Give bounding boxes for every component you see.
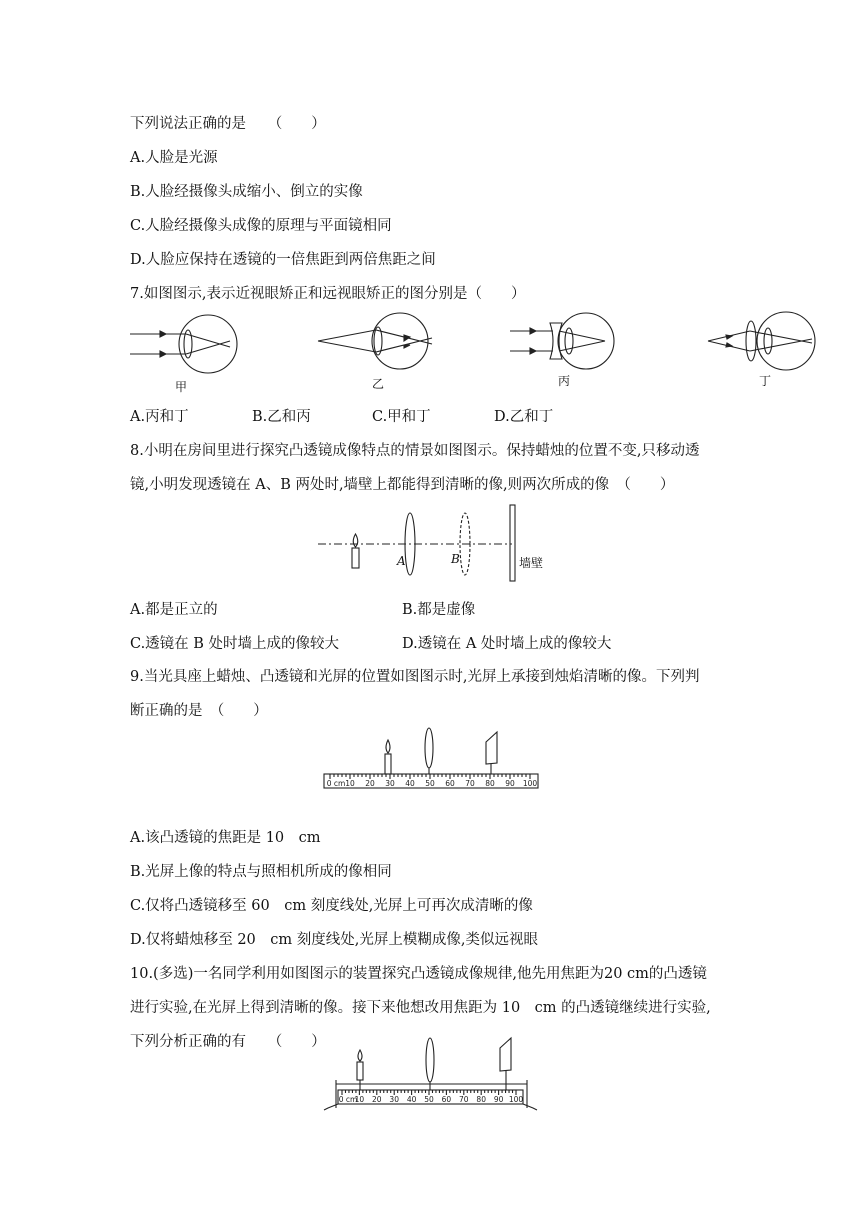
q9-option-d: D.仅将蜡烛移至 20 cm 刻度线处,光屏上模糊成像,类似远视眼	[130, 932, 538, 948]
q10-ruler-label: 70	[459, 1095, 469, 1104]
q9-ruler-label: 80	[485, 779, 495, 788]
q7-label-yi: 乙	[372, 377, 385, 391]
q9-ruler-label: 70	[465, 779, 475, 788]
q9-stem-line1: 9.当光具座上蜡烛、凸透镜和光屏的位置如图图示时,光屏上承接到烛焰清晰的像。下列判	[130, 669, 700, 685]
q8-option-b: B.都是虚像	[402, 602, 476, 618]
q6-option-a: A.人脸是光源	[130, 150, 218, 166]
q10-ruler-label: 60	[441, 1095, 452, 1104]
q8-option-a: A.都是正立的	[130, 602, 218, 618]
q9-ruler-label: 30	[385, 779, 395, 788]
q10-ruler-label: 50	[424, 1095, 434, 1104]
q9-ruler-label: 40	[405, 779, 415, 788]
q9-ruler-label: 90	[505, 779, 515, 788]
q7-option-d: D.乙和丁	[494, 409, 554, 425]
q6-option-b: B.人脸经摄像头成缩小、倒立的实像	[130, 184, 363, 200]
q10-ruler-label: 80	[476, 1095, 486, 1104]
q6-option-d: D.人脸应保持在透镜的一倍焦距到两倍焦距之间	[130, 252, 436, 268]
q10-ruler-label: 30	[389, 1095, 399, 1104]
q9-ruler-label: 60	[445, 779, 455, 788]
q8-stem-line2: 镜,小明发现透镜在 A、B 两处时,墙壁上都能得到清晰的像,则两次所成的像 （ ）	[130, 477, 675, 493]
q9-ruler-label: 100	[522, 779, 538, 788]
q8-option-d: D.透镜在 A 处时墙上成的像较大	[402, 636, 612, 652]
q9-ruler-label: 0 cm	[326, 779, 346, 788]
q10-ruler-label: 90	[493, 1095, 504, 1104]
q7-label-bing: 丙	[558, 374, 571, 388]
q8-label-b: B	[451, 552, 460, 566]
q7-label-jia: 甲	[175, 380, 188, 394]
q9-ruler-label: 10	[345, 779, 355, 788]
q10-ruler-label: 10	[354, 1095, 365, 1104]
q10-ruler-label: 0 cm	[338, 1095, 358, 1104]
q9-stem-line2: 断正确的是 （ ）	[130, 703, 268, 719]
q8-label-a: A	[397, 554, 406, 568]
q8-label-wall: 墙壁	[519, 556, 544, 570]
q9-ruler-label: 20	[365, 779, 375, 788]
q7-option-b: B.乙和丙	[252, 409, 311, 425]
q8-option-c: C.透镜在 B 处时墙上成的像较大	[130, 636, 340, 652]
q7-option-c: C.甲和丁	[372, 409, 431, 425]
q7-option-a: A.丙和丁	[130, 409, 189, 425]
q9-option-c: C.仅将凸透镜移至 60 cm 刻度线处,光屏上可再次成清晰的像	[130, 898, 533, 914]
q6-option-c: C.人脸经摄像头成像的原理与平面镜相同	[130, 218, 392, 234]
q10-stem-line1: 10.(多选)一名同学利用如图图示的装置探究凸透镜成像规律,他先用焦距为20 cm的凸透镜	[130, 966, 707, 982]
q10-stem-line2: 进行实验,在光屏上得到清晰的像。接下来他想改用焦距为 10 cm 的凸透镜继续进行实验,	[130, 1000, 711, 1016]
q7-stem: 7.如图图示,表示近视眼矫正和远视眼矫正的图分别是（ ）	[130, 286, 526, 302]
q9-option-a: A.该凸透镜的焦距是 10 cm	[130, 830, 321, 846]
q10-ruler-label: 40	[406, 1095, 417, 1104]
q9-option-b: B.光屏上像的特点与照相机所成的像相同	[130, 864, 392, 880]
q10-ruler-label: 20	[372, 1095, 382, 1104]
q10-ruler-label: 100	[508, 1095, 524, 1104]
q6-stem: 下列说法正确的是 （ ）	[130, 116, 326, 132]
q8-stem-line1: 8.小明在房间里进行探究凸透镜成像特点的情景如图图示。保持蜡烛的位置不变,只移动透	[130, 443, 700, 459]
q10-stem-line3: 下列分析正确的有 （ ）	[130, 1034, 326, 1050]
q7-label-ding: 丁	[759, 374, 772, 388]
q9-ruler-label: 50	[425, 779, 435, 788]
